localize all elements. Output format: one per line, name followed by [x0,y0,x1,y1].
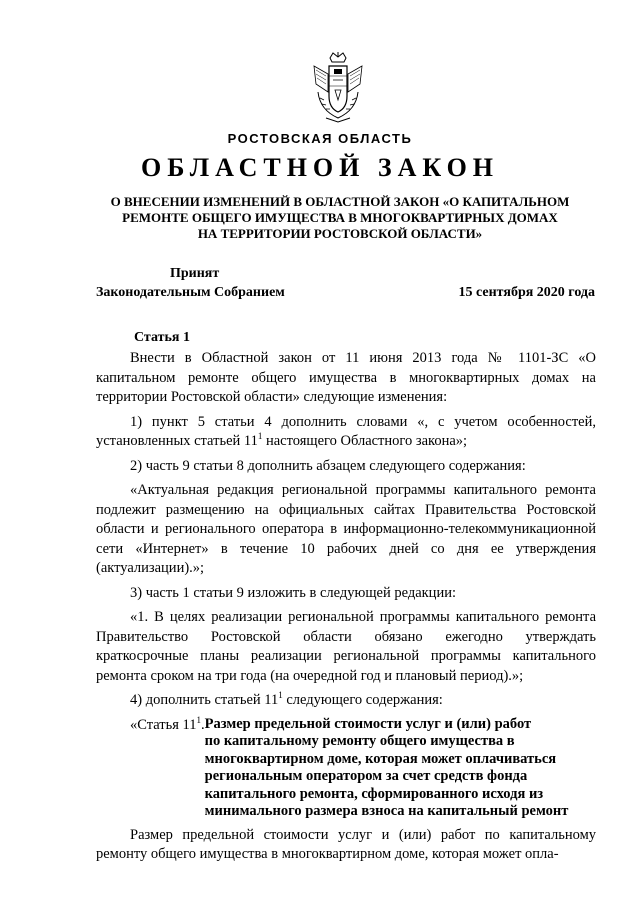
final-paragraph: Размер предельной стоимости услуг и (или) работ по капитальному ремонту общего имущества в многоквартирном доме, которая может опла- [96,826,596,862]
new-article-label [130,716,205,821]
item-text: 1) пункт 5 статьи 4 дополнить словами «, с учетом особенностей, установленных статьей 11 [96,413,596,449]
subtitle-line: НА ТЕРРИТОРИИ РОСТОВСКОЙ ОБЛАСТИ» [197,226,483,241]
article-body [96,349,596,865]
amendment-item-3: 3) часть 1 статьи 9 изложить в следующей редакции: [130,584,456,601]
amendment-item-1 [96,413,596,452]
subtitle-line: РЕМОНТЕ ОБЩЕГО ИМУЩЕСТВА В МНОГОКВАРТИРНЫХ ДОМАХ [122,210,558,225]
title-line: капитального ремонта, сформированного исходя из [204,785,544,802]
new-article-dot: . [201,716,205,733]
superscript: 1 [196,714,202,725]
amendment-item-2: 2) часть 9 статьи 8 дополнить абзацем следующего содержания: [130,457,526,474]
amendment-item-4 [96,691,596,711]
law-title: ОБЛАСТНОЙ ЗАКОН [140,153,500,182]
new-article-prefix: «Статья 11 [130,716,197,733]
title-line: Размер предельной стоимости услуг и (или) работ [204,715,532,732]
adoption-date: 15 сентября 2020 года [458,285,595,300]
item-text: настоящего Областного закона»; [262,433,468,449]
adopted-label: Принят [170,266,220,281]
law-subtitle [90,194,590,242]
item-text: следующего содержания: [282,692,443,708]
amendment-item-2-text: «Актуальная редакция региональной программы капитального ремонта подлежит размещению на официальных сайтах Правительства Ростовской области и регионального оператора в информационно-телекоммуникационной сети «Интернет» в течение 10 рабочих дней со дня ее утверждения (актуализации).»; [96,482,596,576]
subtitle-line: О ВНЕСЕНИИ ИЗМЕНЕНИЙ В ОБЛАСТНОЙ ЗАКОН «О КАПИТАЛЬНОМ [110,194,570,209]
adopted-by-label: Законодательным Собранием [96,285,285,300]
title-line: минимального размера взноса на капитальный ремонт [204,803,569,819]
superscript: 1 [278,690,283,701]
new-article-title [205,716,583,821]
article-heading: Статья 1 [134,330,190,345]
item-text: 4) дополнить статьей 11 [130,692,279,708]
article-intro: Внести в Областной закон от 11 июня 2013 года № 1101-ЗС «О капитальном ремонте общего имущества в многоквартирных домах на территории Ростовской области» следующие изменения: [96,350,596,405]
title-line: по капитальному ремонту общего имущества в [204,733,515,749]
amendment-item-3-text: «1. В целях реализации региональной программы капитального ремонта Правительство Ростовской области обязано ежегодно утверждать краткосрочные планы реализации региональной программы капитального ремонта сроком на три года (на очередной год и плановый период).»; [96,609,596,684]
new-article-header [96,716,596,821]
superscript: 1 [257,431,263,442]
region-name: РОСТОВСКАЯ ОБЛАСТЬ [227,131,413,146]
title-line: многоквартирном доме, которая может оплачиваться [204,750,557,767]
title-line: региональным оператором за счет средств фонда [204,768,528,784]
coat-of-arms-emblem [308,52,368,124]
